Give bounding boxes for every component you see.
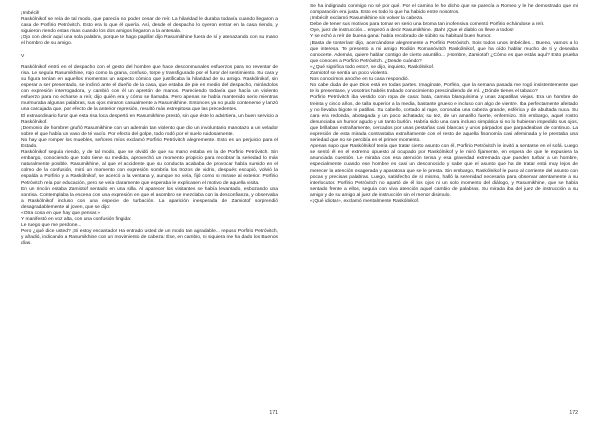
paragraph: Y manifestó en voz alta, con una confusión fingida: bbox=[21, 217, 132, 223]
left-page-text bbox=[21, 11, 278, 248]
paragraph: Y se echó a reír de buena gana: había recobrado de súbito su habitual buen humor. bbox=[310, 34, 492, 40]
paragraph: Raskólnikof entró en el despacho con el gesto del hombre que hace desconmunales esfuerzos para no reventar de risa. Le seguía Rasumikhine, rojo como la grana, confuso, torpe y transfigurado por el furor del sentimiento. Su cara y su figura tenían en aquellos momentos un aspecto cómico que justificaba la hilaridad de su amigo. Raskólnikof, sin esperar a ser presentado, se inclinó ante el dueño de la casa, que estaba de pie en medio del despacho, mirándolos con expresión interrogadora, y cambió con él un apretón de manos. Pareciendo todavía que hacía un violento esfuerzo para no echarse a reír, dijo quién era y cómo se llamaba. Pero apenas se había mantenido serio mientras murmuraba algunas palabras, sus ojos miraron casualmente a Rasumikhine. Entonces ya no pudo contenerse y lanzó una carcajada que, por efecto de la anterior represión, resultó más estrepitosa que las precedentes. bbox=[21, 64, 278, 113]
paragraph: ¡Basta de tonterías! dijo, acercándose alegremente a Porfirio Petróvitch. Sois todos unos imbéciles... Bueno, vamos a lo que interesa. Te presento a mi amigo Rodión Romanóvitch Raskólnikof, que ha oído hablar mucho de ti y deseaba conocerte. Además, quiere hablar contigo de cierto asuntillo... ¡Hombre, Zamiotof! ¿Cómo es que estás aquí? Esto prueba que conoces a Porfirio Petróvitch. ¿Desde cuándo? bbox=[310, 40, 578, 64]
paragraph: «¿Qué significa todo esto?, se dijo, inquieto, Raskólnikof. bbox=[310, 64, 435, 70]
paragraph: En un rincón estaba Zamiotof sentado en una silla. Al aparecer los visitantes se había levantado, esbozando una sonrisa. Contemplaba la escena con una expresión en que el asombro se mezclaba con la desconfianza, y observaba a Raskólnikof incluso con una especie de turbación. La aparición inesperada de Zamiotof sorprendió desagradablemente al joven, que se dijo: bbox=[21, 186, 278, 210]
paragraph: Raskólnikof se reía de tal modo, que parecía no poder cesar de reír. La hilaridad le duraba todavía cuando llegaron a casa de Porfirio Petróvitch. Esto era lo que él quería. Así, desde el despacho lo oyeron entrar en la casa riendo, y siguieron riendo estas risas cuando los dos amigos llegaron a la antesala. bbox=[21, 17, 278, 35]
paragraph: Oye, juez de instrucción... empezó a decir Rasumikhine. ¡Bah! ¡Que el diablo os lleve a todos! bbox=[310, 28, 514, 34]
paragraph: Apenas supo que Raskólnikof tenía que tratar cierto asunto con él, Porfirio Petróvitch le invitó a sentarse en el sofá. Luego se sentó él en el extremo opuesto al ocupado por Raskólnikof y le miró fijamente, en espera de que le expusiera la anunciada cuestión. Le miraba con esa atención tensa y esa gravedad extremada que pueden turbar a un hombre, especialmente cuando ese hombre es casi un desconocido y sabe que el asunto que ha de tratar está muy lejos de merecer la atención exagerada y aparatosa que se le presta. Sin embargo, Raskólnikof le puso al corriente del asunto con pocas y precisas palabras. Luego, satisfecho de sí mismo, halló la serenidad necesaria para observar atentamente a su interlocutor. Porfirio Petróvitch no apartó de él los ojos ni un solo momento del diálogo, y Rasumikhine, que se había sentado frente a ellos, seguía con viva atención aquel cambio de palabras. Su mirada iba del juez de instrucción a su amigo y de su amigo al juez de instrucción sin el menor disimulo. bbox=[310, 144, 578, 198]
paragraph: ¡Demonio de hombre! gruñó Rasumikhine con un ademán tan violento que dio un involuntario manotazo a un velador sobre el que había un vaso de té vacío. Por efecto del golpe, todo rodó por el suelo ruidosamente. bbox=[21, 125, 278, 137]
paragraph: El extraordinario furor que esta risa loca despertó en Rasumikhine prestó, sin que éste lo advirtiera, un buen servicio a Raskólnikof. bbox=[21, 113, 278, 125]
paragraph: No cabe duda de que Dios está en todas partes. Imagínate, Porfirio, que la semana pasada me rogó insistentemente que te lo presentase, y vosotros habéis trabado conocimiento prescindiendo de mí. ¿Dónde tienes el tabaco? bbox=[310, 83, 578, 95]
paragraph: Porfirio Petróvitch iba vestido con ropa de casa: bata, camisa blanquísima y unas zapatillas viejas. Era un hombre de treinta y cinco años, de talla superior a la media, bastante grueso e incluso con algo de vientre. Iba perfectamente afeitado y no llevaba bigote ni patillas. Su cabello, cortado al rape, coronaba una cabeza grande, esférica y de abultada nuca. Su cara era redonda, abotagada y un poco achatada; su tez, de un amarillo fuerte, enfermizo. Sin embargo, aquel rostro denunciaba un humor agudo y un tanto burlón. Habría sido una cara incluso simpática si no lo hubieran impedido sus ojos, que brillaban extrañamente, cercados por unas pestañas casi blancas y unos párpados que parpadeaban de continuo. La expresión de esta mirada contrastaba extrañamente con el resto de aquella fisonomía casi afeminada y le prestaba una seriedad que no se percibía en el primer momento. bbox=[310, 95, 578, 144]
paragraph: «Otra cosa en que hay que pensar.» bbox=[21, 211, 101, 216]
paragraph: Debe de tener sus motivos para tomar en serio una broma tan inofensiva comentó Porfirio echándose a reír. bbox=[310, 22, 545, 28]
paragraph: ¡Imbécil! exclamó Rasumikhine sin volver la cabeza. bbox=[310, 16, 424, 22]
paragraph: ¡Ojo con decir aquí una sola palabra, porque te hago papilla! dijo Rasumikhine fuera de sí y atenazando con su mano el hombro de su amigo. bbox=[21, 35, 278, 47]
paragraph: Le ruego que me perdone... bbox=[21, 223, 82, 229]
page-number-right: 172 bbox=[569, 410, 578, 416]
paragraph: No hay que romper los muebles, señores míos exclamó Porfirio Petróvitch alegremente. Esto es un perjuicio para el Estado. bbox=[21, 137, 278, 149]
paragraph: Pero ¿qué dice usted? ¡Si estoy encantado! Ha entrado usted de un modo tan agradable... repuso Porfirio Petróvitch, y añadió, indicando a Rasumikhine con un movimiento de cabeza: Ése, en cambio, ni siquiera me ha dado los Buenos días. bbox=[21, 229, 278, 247]
page-number-left: 171 bbox=[269, 410, 278, 416]
right-page bbox=[300, 0, 600, 424]
paragraph: Se ha indignado conmigo no sé por qué. Por el camino le he dicho que se parecía a Romeo y le he demostrado que mi comparación era justa. Esto es todo lo que ha habido entre nosotros. bbox=[310, 4, 578, 16]
paragraph: Zamiotof se sentía un poco violento. bbox=[310, 71, 389, 77]
paragraph: ¡Imbécil! bbox=[21, 11, 40, 16]
right-page-text bbox=[310, 4, 578, 205]
paragraph: «¡Qué idiota!», exclamó mentalmente Raskólnikof. bbox=[310, 199, 420, 204]
paragraph: V bbox=[21, 53, 25, 59]
paragraph: Raskólnikof seguía riendo, y de tal modo, que se olvidó de que su mano estaba en la de Porfirio Petróvitch. Sin embargo, conociendo que todo tiene su medida, aprovechó un momento propicio para recobrar la seriedad lo más naturalmente posible. Rasumikhine, al que el accidente que su conducta acababa de provocar había sumido en el colmo de la confusión, miró un momento con expresión sombría los trozos de vidrio, después escupió, volvió la espalda a Porfirio y a Raskólnikof, se acercó a la ventana y, aunque no veía, fijó como si mirase al exterior. Porfirio Petróvitch reía por educación, pero se veía claramente que esperaba le explicasen el motivo de aquella visita. bbox=[21, 150, 278, 186]
paragraph: Nos conocimos anoche en tu casa respondió. bbox=[310, 77, 409, 83]
